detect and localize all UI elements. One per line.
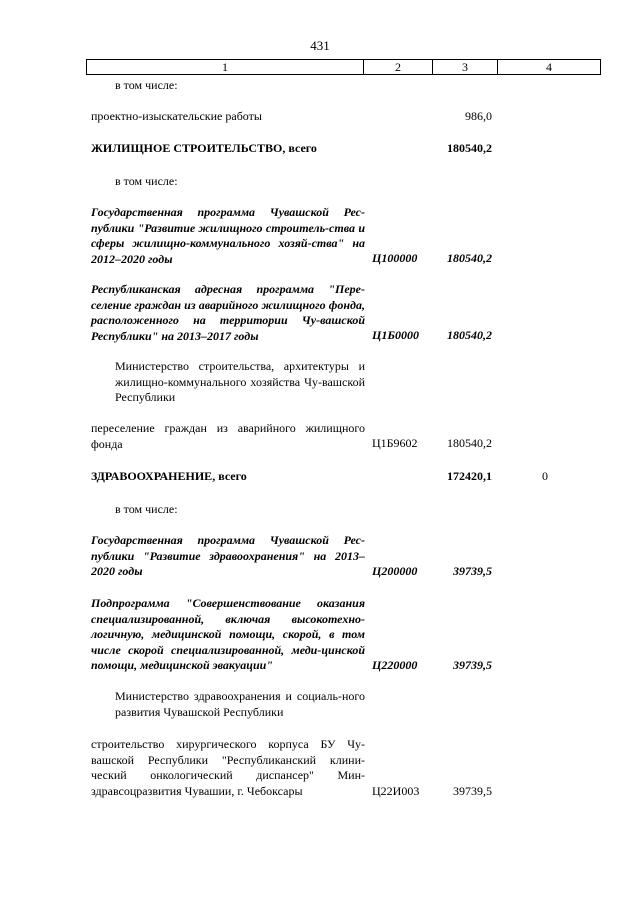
row-value: 180540,2 [447,328,492,342]
row-value: 39739,5 [453,658,492,672]
program-title: Государственная программа Чувашской Рес-публики "Развитие здравоохранения" на 2013–2020 годы [91,533,365,578]
row-label: переселение граждан из аварийного жилищного фонда [91,421,365,451]
row-label: в том числе: [115,174,178,188]
ministry-label: Министерство здравоохранения и социаль-ного развития Чувашской Республики [115,689,365,719]
ministry-label: Министерство строительства, архитектуры и жилищно-коммунального хозяйства Чу-вашской Республики [115,359,365,404]
section-title: ЖИЛИЩНОЕ СТРОИТЕЛЬСТВО, всего [91,141,317,155]
row-code: Ц1Б9602 [372,436,418,450]
column-4-header: 4 [498,60,601,75]
row-value: 39739,5 [453,564,492,578]
program-title: Республиканская адресная программа "Пере-селение граждан из аварийного жилищного фонда, расположенного на территории Чу-вашской Республики" на 2013–2017 годы [91,282,365,343]
program-title: Государственная программа Чувашской Рес-публики "Развитие жилищного строитель-ства и сферы жилищно-коммунального хозяй-ства" на 2012–2020 годы [91,205,365,266]
row-code: Ц220000 [372,658,418,672]
row-value-col4: 0 [542,469,548,483]
row-code: Ц200000 [372,564,418,578]
section-total: 180540,2 [447,141,492,155]
row-value: 39739,5 [453,784,492,798]
row-value: 986,0 [465,109,492,123]
row-label: проектно-изыскательские работы [91,109,262,123]
column-1-header: 1 [87,60,364,75]
row-code: Ц22И003 [372,784,420,798]
column-header-table [86,59,601,75]
row-code: Ц1Б0000 [372,328,419,342]
column-3-header: 3 [433,60,498,75]
section-title: ЗДРАВООХРАНЕНИЕ, всего [91,469,247,483]
row-label: в том числе: [115,502,178,516]
row-code: Ц100000 [372,251,418,265]
row-value: 180540,2 [447,436,492,450]
row-label: строительство хирургического корпуса БУ Чу-вашской Республики "Республиканский клини-ческий онкологический диспансер" Мин-здравсоцразвития Чувашии, г. Чебоксары [91,737,365,798]
row-label: в том числе: [115,78,178,92]
column-2-header: 2 [364,60,433,75]
subprogram-title: Подпрограмма "Совершенствование оказания специализированной, включая высокотехно-логичную, медицинской помощи, скорой, в том числе скорой специализированной, меди-цинской помощи, медицинской эвакуации" [91,596,365,672]
section-total: 172420,1 [447,469,492,483]
page-number: 431 [310,38,330,53]
row-value: 180540,2 [447,251,492,265]
